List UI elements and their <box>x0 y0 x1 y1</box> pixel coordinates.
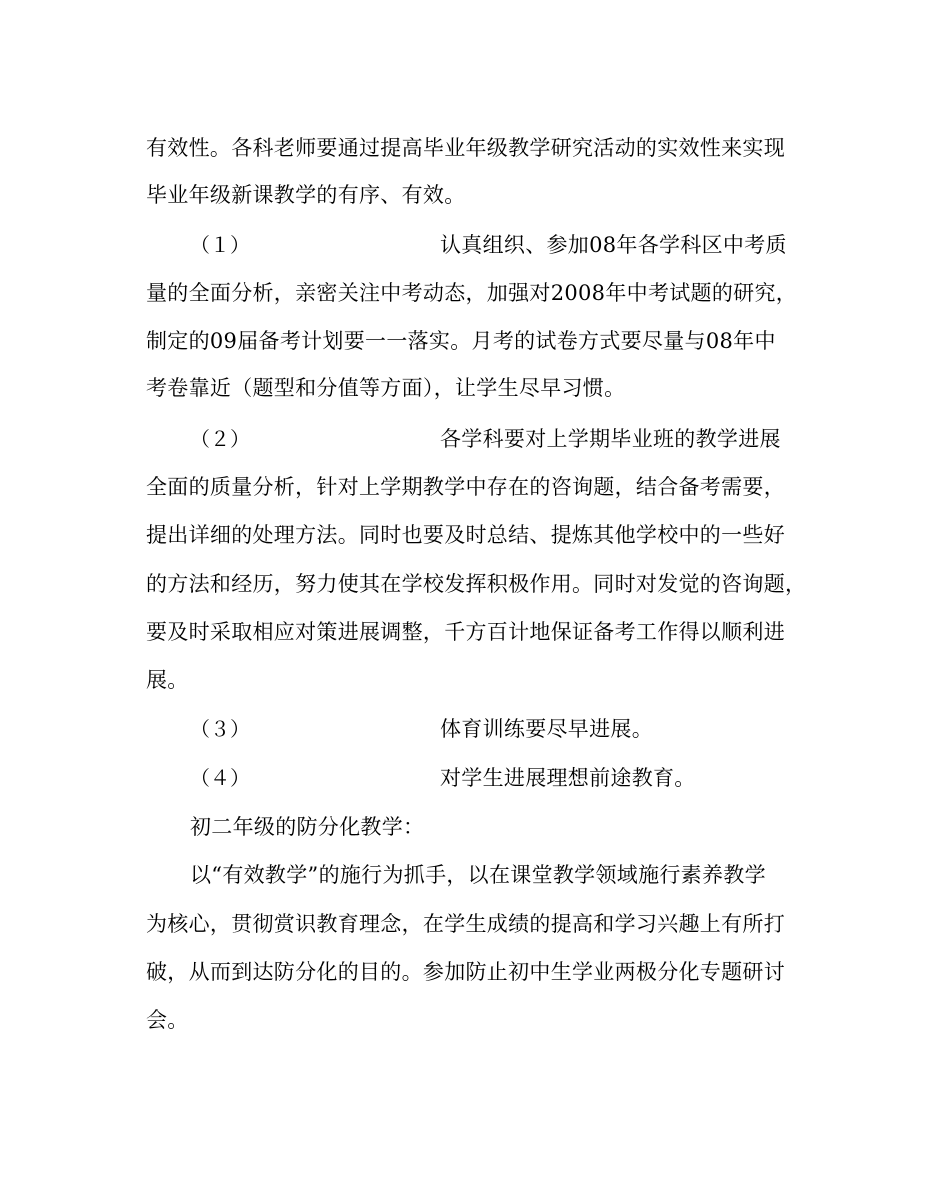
paragraph-line: 的方法和经历，努力使其在学校发挥积极作用。同时对发觉的咨询题， <box>146 572 807 596</box>
item-number: （４） <box>190 766 250 790</box>
section-heading: 初二年级的防分化教学： <box>190 815 425 839</box>
paragraph-line: 全面的质量分析，针对上学期教学中存在的咨询题，结合备考需要， <box>146 475 785 499</box>
paragraph-line: 制定的09届备考计划要一一落实。月考的试卷方式要尽量与08年中 <box>146 329 776 353</box>
paragraph-line: 破，从而到达防分化的目的。参加防止初中生学业两极分化专题研讨 <box>146 960 785 984</box>
paragraph-line: 展。 <box>146 668 189 692</box>
paragraph-line: 提出详细的处理方法。同时也要及时总结、提炼其他学校中的一些好 <box>146 523 785 547</box>
paragraph-line: 会。 <box>146 1008 189 1032</box>
paragraph-line: 考卷靠近（题型和分值等方面），让学生尽早习惯。 <box>146 376 626 400</box>
item-text: 对学生进展理想前途教育。 <box>440 766 696 790</box>
paragraph-line: 要及时采取相应对策进展调整，千方百计地保证备考工作得以顺利进 <box>146 620 785 644</box>
item-number: （３） <box>190 717 250 741</box>
item-text: 各学科要对上学期毕业班的教学进展 <box>440 427 781 451</box>
paragraph-line: 有效性。各科老师要通过提高毕业年级教学研究活动的实效性来实现 <box>146 136 785 160</box>
paragraph-line: 量的全面分析，亲密关注中考动态，加强对2008年中考试题的研究， <box>146 281 798 305</box>
item-number: （２） <box>190 427 250 451</box>
item-text: 体育训练要尽早进展。 <box>440 717 653 741</box>
item-text: 认真组织、参加08年各学科区中考质 <box>440 233 787 257</box>
paragraph-line: 毕业年级新课教学的有序、有效。 <box>146 183 466 207</box>
item-number: （１） <box>190 233 250 257</box>
paragraph-line: 为核心，贯彻赏识教育理念，在学生成绩的提高和学习兴趣上有所打 <box>146 912 785 936</box>
paragraph-line: 以“有效教学”的施行为抓手，以在课堂教学领域施行素养教学 <box>190 863 766 887</box>
